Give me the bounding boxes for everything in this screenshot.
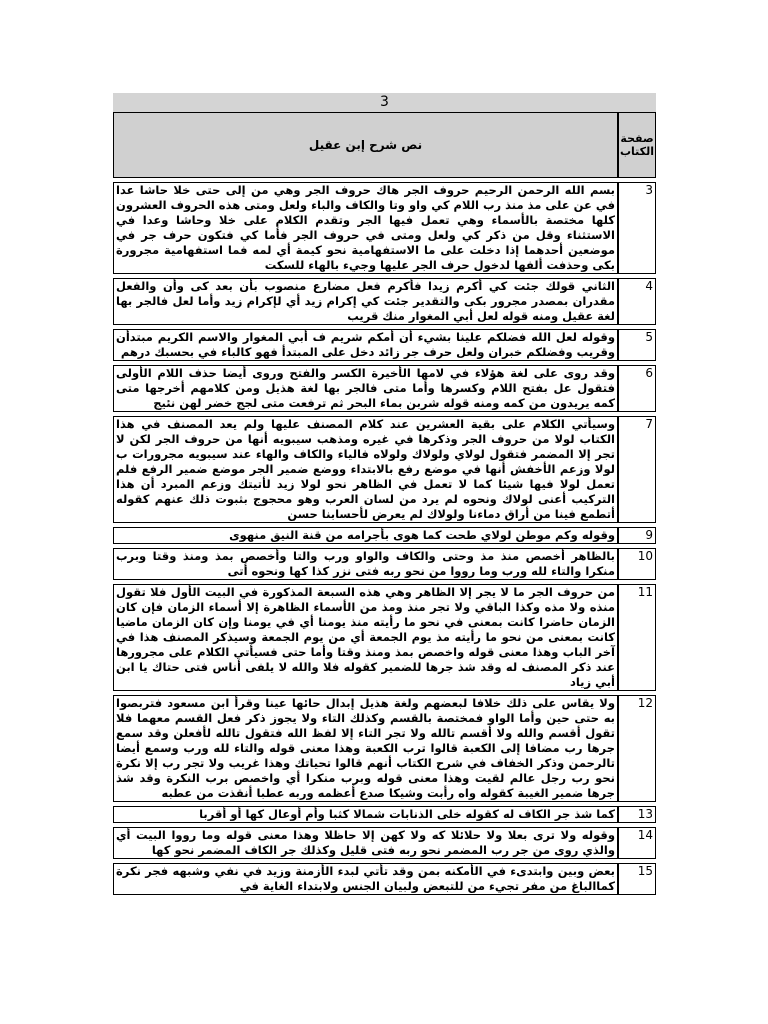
table-row [113, 365, 656, 412]
table-row [113, 416, 656, 523]
table-row [113, 584, 656, 691]
book-page-number: 15 [618, 863, 656, 895]
book-page-number: 9 [618, 527, 656, 544]
table-header-row [113, 112, 656, 178]
page-number: 3 [380, 94, 389, 110]
table-row [113, 182, 656, 274]
commentary-text: الثاني قولك جئت كي أكرم زيدا فأكرم فعل مضارع منصوب بأن بعد كى وأن والفعل مقدران بمصدر مجرور بكى والتقدير جئت كي إكرام زيد أي لإكرام زيد وأما لعل فالجر بها لغة عقيل ومنه قوله لعل أبي المغوار منك قريب [113, 278, 618, 325]
commentary-table [113, 108, 656, 899]
commentary-text: وقوله لعل الله فضلكم علينا بشيء أن أمكم شريم ف أبي المغوار والاسم الكريم مبتدأن وقريب وفضلكم خبران ولعل حرف جر زائد دخل على المبتدأ فهو كالباء في بحسبك درهم [113, 329, 618, 361]
table-row [113, 695, 656, 802]
book-page-number: 3 [618, 182, 656, 274]
table-row [113, 827, 656, 859]
commentary-text: بالظاهر أخصص منذ مذ وحتى والكاف والواو ورب والتا وأخصص بمذ ومنذ وقتا وبرب منكرا والتاء لله ورب وما رووا من نحو ربه فتى نزر كذا كها ونحوه أتى [113, 548, 618, 580]
table-row [113, 863, 656, 895]
commentary-text: وقوله ولا ترى بعلا ولا حلائلا كه ولا كهن إلا حاظلا وهذا معنى قوله وما رووا البيت أي والذي روى من جر رب المضمر نحو ربه فتى قليل وكذلك جر الكاف المضمر نحو كها [113, 827, 618, 859]
text-column-header: نص شرح إبن عقيل [113, 112, 618, 178]
table-row [113, 278, 656, 325]
commentary-text: بعض وبين وابتدىء في الأمكنه بمن وقد تأتي لبدء الأزمنة وزيد في نفي وشبهه فجر نكرة كماالباغ من مفر تجيء من للتبعض ولبيان الجنس ولابتداء الغاية في [113, 863, 618, 895]
table-row [113, 527, 656, 544]
commentary-text: وقوله وكم موطن لولاي طحت كما هوى بأجرامه من قنة النيق منهوى [113, 527, 618, 544]
book-page-number: 7 [618, 416, 656, 523]
table-row [113, 806, 656, 823]
book-page-number: 4 [618, 278, 656, 325]
table-row [113, 548, 656, 580]
page-column-header: صفحة الكتاب [618, 112, 656, 178]
book-page-number: 13 [618, 806, 656, 823]
table-row [113, 329, 656, 361]
commentary-text: وقد روى على لغة هؤلاء في لامها الأخيرة الكسر والفتح وروى أيضا حذف اللام الأولى فتقول عل بفتح اللام وكسرها وأما متى فالجر بها لغة هذيل ومن كلامهم أخرجها متى كمه يريدون من كمه ومنه قوله شربن بماء البحر ثم ترفعت متى لجج خضر لهن نئيج [113, 365, 618, 412]
book-page-number: 14 [618, 827, 656, 859]
commentary-text: بسم الله الرحمن الرحيم حروف الجر هاك حروف الجر وهي من إلى حتى خلا حاشا عدا في عن على مذ منذ رب اللام كي واو وتا والكاف والباء ولعل ومتى هذه الحروف العشرون كلها مختصة بالأسماء وهي تعمل فيها الجر وتقدم الكلام على خلا وحاشا وعدا في الاستثناء وقل من ذكر كي ولعل ومتى في حروف الجر فأما كي فتكون حرف جر في موضعين أحدهما إذا دخلت على ما الاستفهامية نحو كيمة أي لمه فما استفهامية مجرورة بكى وحذفت ألفها لدخول حرف الجر عليها وجيء بالهاء للسكت [113, 182, 618, 274]
book-page-number: 12 [618, 695, 656, 802]
book-page-number: 5 [618, 329, 656, 361]
commentary-text: من حروف الجر ما لا يجر إلا الظاهر وهي هذه السبعة المذكورة في البيت الأول فلا تقول منذه ولا مذه وكذا الباقي ولا تجر منذ ومذ من الأسماء الظاهرة إلا أسماء الزمان فإن كان الزمان حاضرا كانت بمعنى في نحو ما رأيته منذ يومنا أي في يومنا وإن كان الزمان ماضيا كانت بمعنى من نحو ما رأيته مذ يوم الجمعة أي من يوم الجمعة وسيذكر المصنف هذا في آخر الباب وهذا معنى قوله واخصص بمذ ومنذ وقتا وأما حتى فسيأتي الكلام على مجرورها عند ذكر المصنف له وقد شذ جرها للضمير كقوله فلا والله لا يلفى أناس فتى حتاك يا ابن أبي زياد [113, 584, 618, 691]
commentary-text: وسيأتي الكلام على بقية العشرين عند كلام المصنف عليها ولم يعد المصنف في هذا الكتاب لولا من حروف الجر وذكرها في غيره ومذهب سيبويه أنها من حروف الجر لكن لا تجر إلا المضمر فتقول لولاي ولولاك ولولاه فالياء والكاف والهاء عند سيبويه مجرورات ب لولا وزعم الأخفش أنها في موضع رفع بالابتداء ووضع ضمير الجر موضع ضمير الرفع فلم تعمل لولا فيها شيئا كما لا تعمل في الظاهر نحو لولا زيد لأتيتك وزعم المبرد أن هذا التركيب أعنى لولاك ونحوه لم يرد من لسان العرب وهو محجوج بثبوت ذلك عنهم كقوله أتطمع فينا من أراق دماءنا ولولاك لم يعرض لأحسابنا حسن [113, 416, 618, 523]
commentary-text: كما شذ جر الكاف له كقوله خلى الذنابات شمالا كثبا وأم أوعال كها أو أقربا [113, 806, 618, 823]
commentary-text: ولا يقاس على ذلك خلافا لبعضهم ولغة هذيل إبدال حائها عينا وقرأ ابن مسعود فتربصوا به حتى حين وأما الواو فمختصة بالقسم وكذلك التاء ولا يجوز ذكر فعل القسم معهما فلا تقول أقسم والله ولا أقسم تالله ولا تجر التاء إلا لفظ الله فتقول تالله لأفعلن وقد سمع جرها رب مضافا إلى الكعبة قالوا ترب الكعبة وهذا معنى قوله والتاء لله ورب وسمع أيضا تالرحمن وذكر الخفاف في شرح الكتاب أنهم قالوا تحياتك وهذا غريب ولا تجر رب إلا نكرة نحو رب رجل عالم لقيت وهذا معنى قوله وبرب منكرا أي واخصص برب النكرة وقد شذ جرها ضمير الغيبة كقوله واه رأبت وشيكا صدع أعظمه وربه عطبا أنقذت من عطبه [113, 695, 618, 802]
book-page-number: 6 [618, 365, 656, 412]
book-page-number: 11 [618, 584, 656, 691]
book-page-number: 10 [618, 548, 656, 580]
